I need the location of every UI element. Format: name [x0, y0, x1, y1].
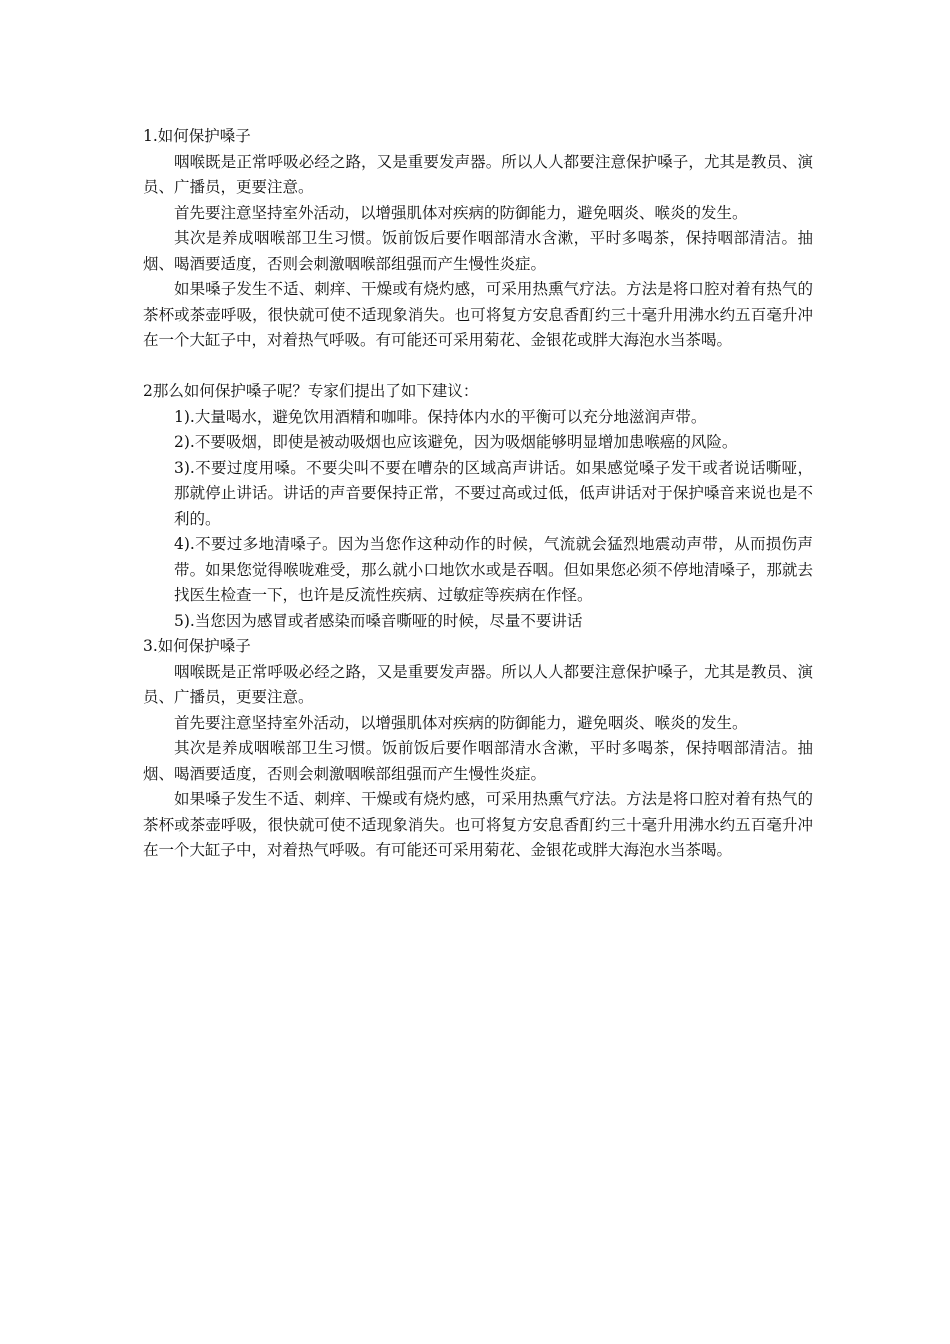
section1-paragraph: 其次是养成咽喉部卫生习惯。饭前饭后要作咽部清水含漱，平时多喝茶，保持咽部清洁。抽烟、喝酒要适度，否则会刺激咽喉部组强而产生慢性炎症。	[143, 229, 813, 273]
advice-item: 4).不要过多地清嗓子。因为当您作这种动作的时候，气流就会猛烈地震动声带，从而损伤声带。如果您觉得喉咙难受，那么就小口地饮水或是吞咽。但如果您必须不停地清嗓子，那就去找医生检查一下，也许是反流性疾病、过敏症等疾病在作怪。	[174, 535, 813, 604]
advice-item: 3).不要过度用嗓。不要尖叫不要在嘈杂的区域高声讲话。如果感觉嗓子发干或者说话嘶哑，那就停止讲话。讲话的声音要保持正常，不要过高或过低，低声讲话对于保护嗓音来说也是不利的。	[174, 458, 813, 528]
section2-heading: 2那么如何保护嗓子呢？专家们提出了如下建议：	[143, 382, 479, 400]
section3-heading: 3.如何保护嗓子	[143, 637, 251, 655]
section1-paragraph: 如果嗓子发生不适、刺痒、干燥或有烧灼感，可采用热熏气疗法。方法是将口腔对着有热气的茶杯或茶壶呼吸，很快就可使不适现象消失。也可将复方安息香酊约三十毫升用沸水约五百毫升冲在一个大缸子中，对着热气呼吸。有可能还可采用菊花、金银花或胖大海泡水当茶喝。	[143, 280, 813, 349]
advice-item: 1).大量喝水，避免饮用酒精和咖啡。保持体内水的平衡可以充分地滋润声带。	[174, 407, 707, 426]
section1-heading: 1.如何保护嗓子	[143, 127, 251, 145]
section3-paragraph: 如果嗓子发生不适、刺痒、干燥或有烧灼感，可采用热熏气疗法。方法是将口腔对着有热气的茶杯或茶壶呼吸，很快就可使不适现象消失。也可将复方安息香酊约三十毫升用沸水约五百毫升冲在一个大缸子中，对着热气呼吸。有可能还可采用菊花、金银花或胖大海泡水当茶喝。	[143, 790, 813, 859]
document-body	[143, 124, 813, 864]
section3-paragraph: 首先要注意坚持室外活动，以增强肌体对疾病的防御能力，避免咽炎、喉炎的发生。	[174, 713, 748, 732]
advice-item: 5).当您因为感冒或者感染而嗓音嘶哑的时候，尽量不要讲话	[174, 611, 583, 630]
section3-paragraph: 咽喉既是正常呼吸必经之路，又是重要发声器。所以人人都要注意保护嗓子，尤其是教员、演员、广播员，更要注意。	[143, 662, 813, 706]
advice-item: 2).不要吸烟，即使是被动吸烟也应该避免，因为吸烟能够明显增加患喉癌的风险。	[174, 433, 738, 451]
section1-paragraph: 首先要注意坚持室外活动，以增强肌体对疾病的防御能力，避免咽炎、喉炎的发生。	[174, 203, 748, 222]
section3-paragraph: 其次是养成咽喉部卫生习惯。饭前饭后要作咽部清水含漱，平时多喝茶，保持咽部清洁。抽烟、喝酒要适度，否则会刺激咽喉部组强而产生慢性炎症。	[143, 739, 813, 783]
section1-paragraph: 咽喉既是正常呼吸必经之路，又是重要发声器。所以人人都要注意保护嗓子，尤其是教员、演员、广播员，更要注意。	[143, 152, 813, 196]
section-spacer	[143, 354, 813, 380]
